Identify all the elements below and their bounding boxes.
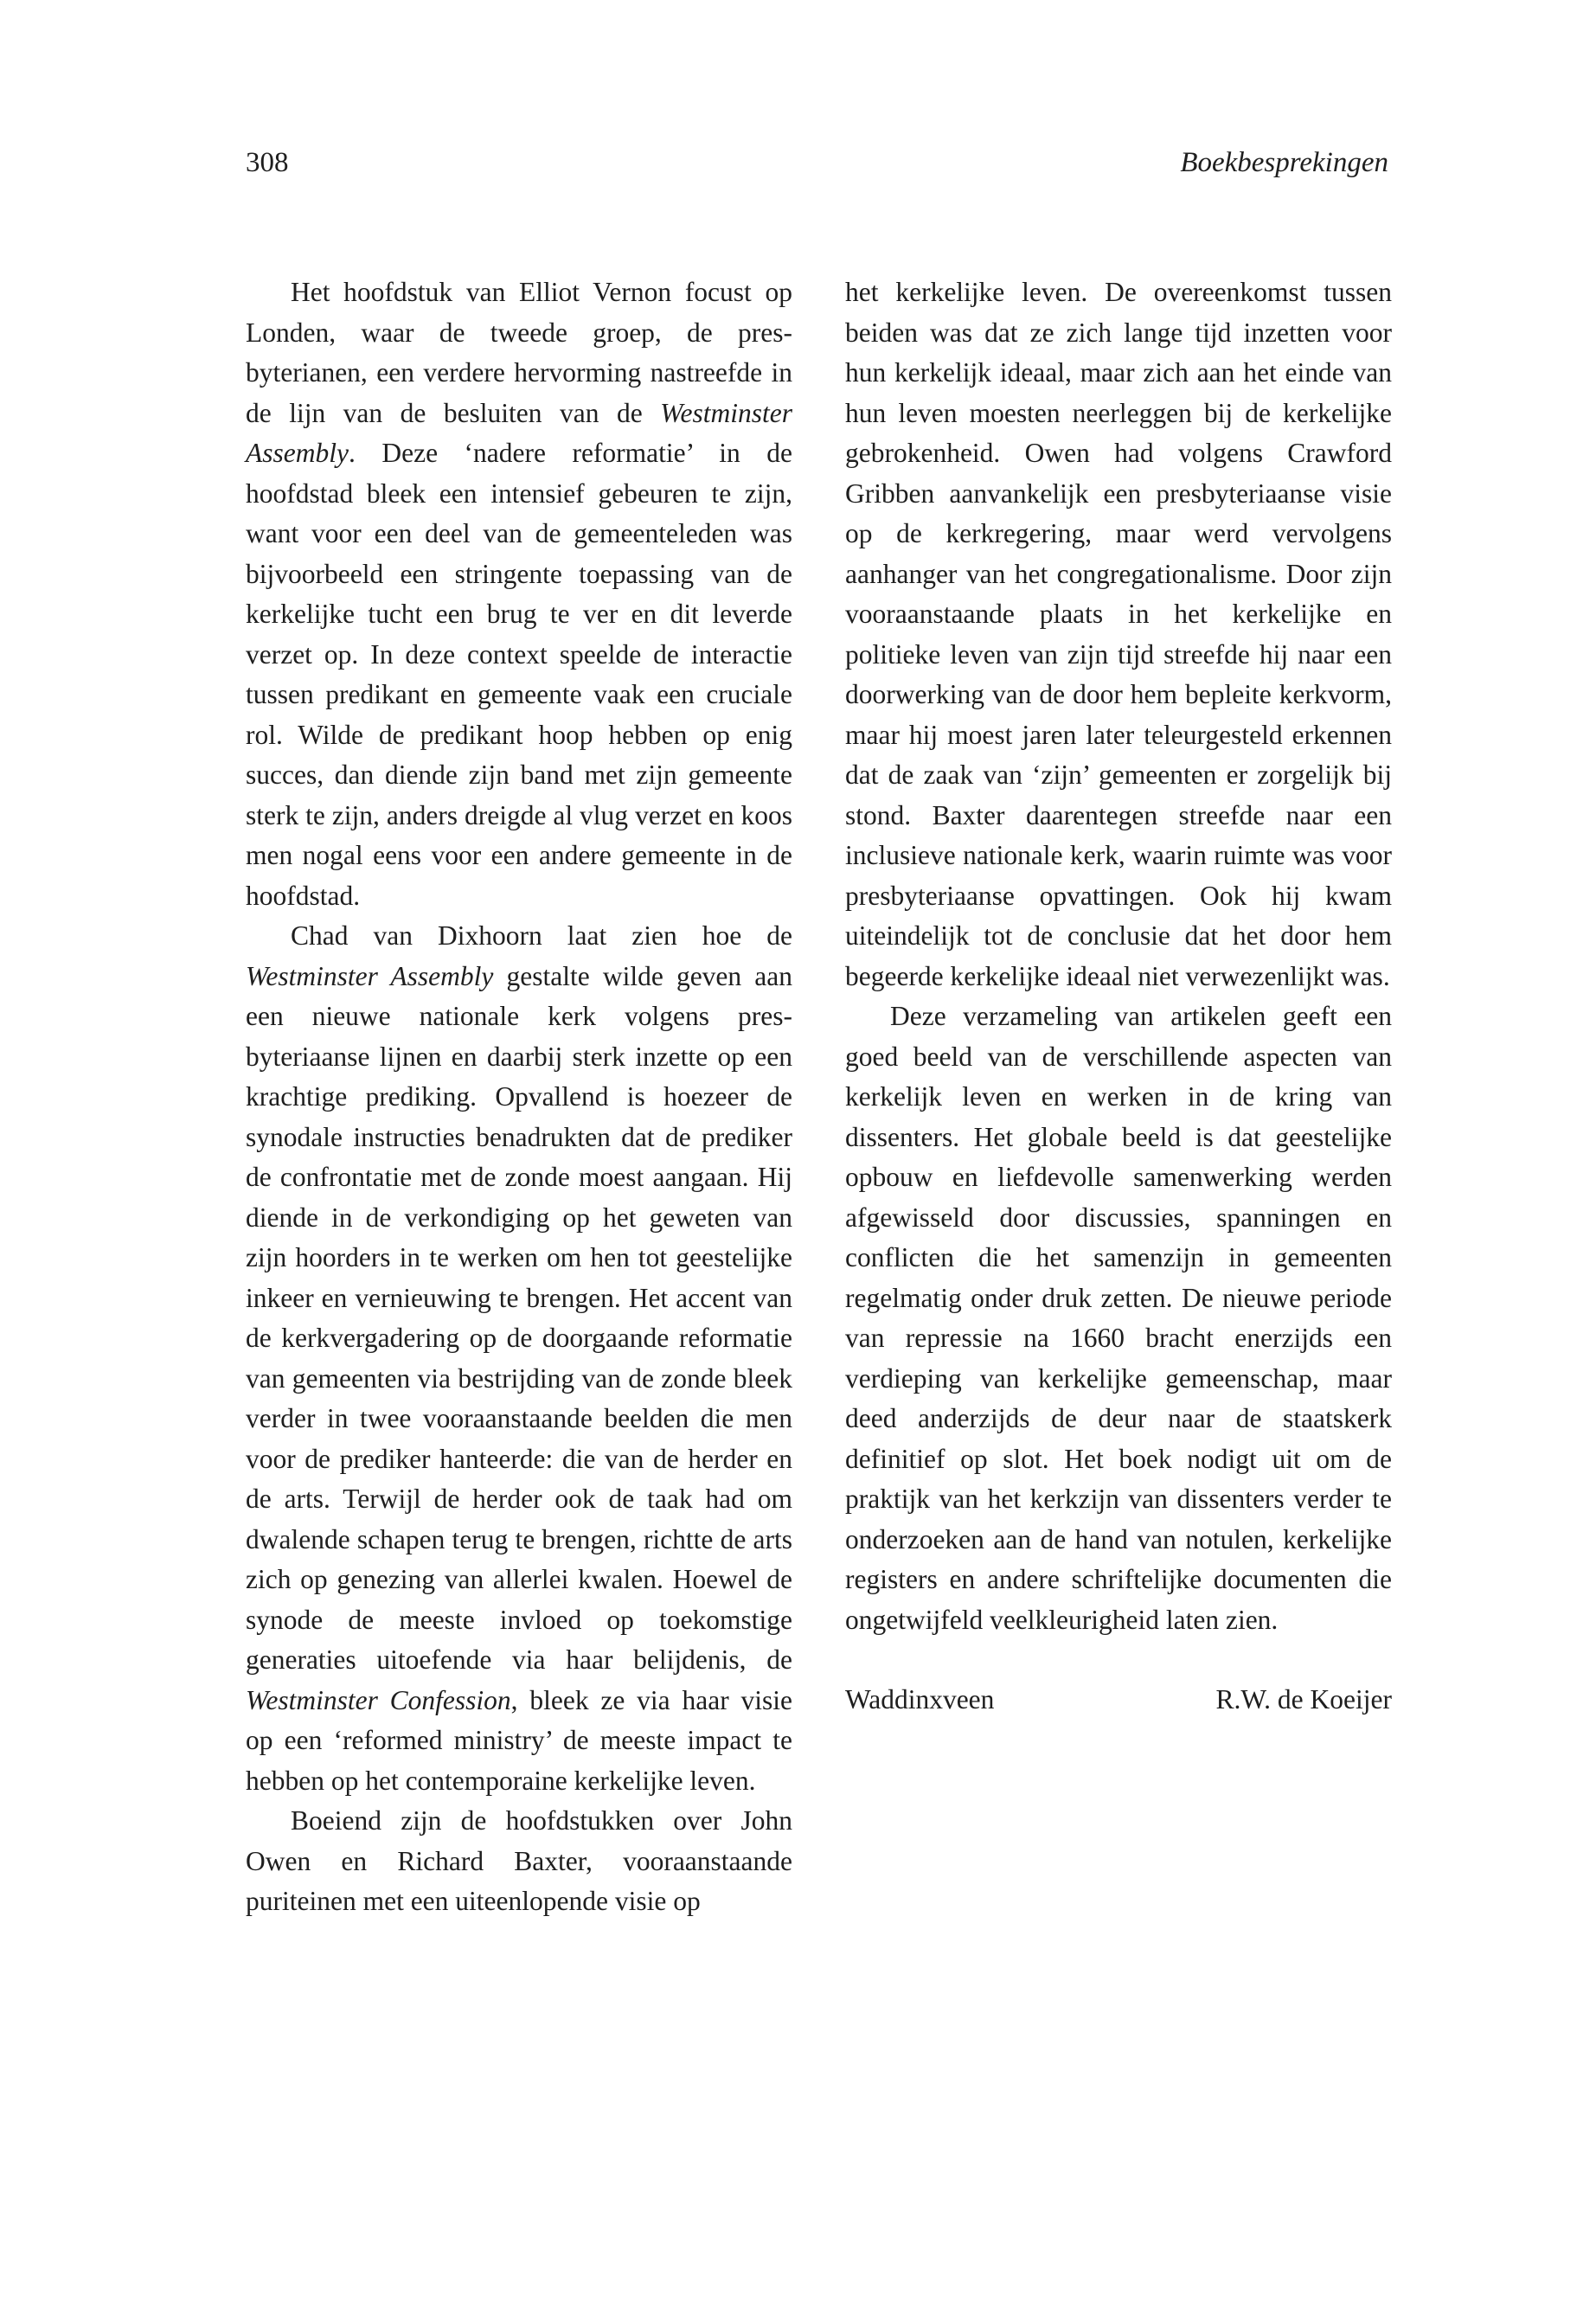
text-run: , bleek ze via haar visie op een ‘reformed ministry’ de meeste impact te hebben op het contemporaine kerkelijke leven. (246, 1684, 792, 1796)
text-run: Het hoofdstuk van Elliot Vernon focust op Londen, waar de tweede groep, de presbyterianen, een verdere hervorming nastreefde in de lijn van de besluiten van de (246, 277, 792, 428)
paragraph-conclusion: Deze verzameling van artikelen geeft een goed beeld van de verschillende aspecten van kerkelijk leven en werken in de kring van dissenters. Het globale beeld is dat geestelijke opbouw en liefdevolle samenwerking werden afgewisseld door discussies, spanningen en conflicten die het samenzijn in gemeenten regelmatig onder druk zetten. De nieuwe periode van repressie na 1660 bracht enerzijds een verdieping van kerkelijke gemeenschap, maar deed anderzijds de deur naar de staatskerk definitief op slot. Het boek nodigt uit om de praktijk van het kerkzijn van dissenters verder te onderzoeken aan de hand van notulen, kerkelijke registers en andere schriftelijke documenten die ongetwijfeld veelkleurigheid laten zien. (845, 1001, 1392, 1635)
running-head: Boekbesprekingen (1180, 147, 1388, 178)
signature-author: R.W. de Koeijer (1215, 1684, 1392, 1715)
italic-title: Westminster Confession (246, 1684, 511, 1715)
italic-title: Westminster Assembly (246, 960, 494, 991)
paragraph-dixhoorn (246, 916, 792, 1801)
text-run: gestalte wilde geven aan een nieuwe nationale kerk volgens presbyteriaanse lijnen en daarbij sterk inzette op een krachtige prediking. Opvallend is hoezeer de synodale instructies benadrukten dat de prediker de confrontatie met de zonde moest aangaan. Hij diende in de verkondiging op het geweten van zijn hoorders in te werken om hen tot geestelijke inkeer en vernieuwing te brengen. Het accent van de kerkvergadering op de doorgaande reformatie van gemeenten via bestrijding van de zonde bleek verder in twee vooraanstaande beelden die men voor de prediker hanteerde: die van de herder en de arts. Terwijl de herder ook de taak had om dwalende schapen terug te brengen, richtte de arts zich op genezing van allerlei kwalen. Hoewel de synode de meeste invloed op toekomstige generaties uitoefende via haar belijdenis, de (246, 960, 792, 1675)
italic-title: Westminster Assembly (246, 397, 792, 468)
paragraph-continuation: het kerkelijke leven. De overeenkomst tussen beiden was dat ze zich lange tijd inzetten voor hun kerkelijk ideaal, maar zich aan het einde van hun leven moesten neerleggen bij de kerkelijke gebrokenheid. Owen had volgens Crawford Gribben aanvankelijk een presbyteriaanse visie op de kerkregering, maar werd vervolgens aanhanger van het congregationalisme. Door zijn vooraanstaande plaats in het kerkelijke en politieke leven van zijn tijd streefde hij naar een doorwerking van de door hem bepleite kerkvorm, maar hij moest jaren later teleurgesteld erkennen dat de zaak van ‘zijn’ gemeenten er zorgelijk bij stond. Baxter daarentegen streefde naar een inclusieve nationale kerk, waarin ruimte was voor presbyteriaanse opvattingen. Ook hij kwam uiteindelijk tot de conclusie dat het door hem begeerde kerkelijke ideaal niet verwezenlijkt was. (845, 277, 1392, 991)
text-run: Chad van Dixhoorn laat zien hoe de (291, 920, 792, 951)
right-column (845, 272, 1392, 1721)
left-column (246, 272, 792, 1922)
text-run: . Deze ‘nadere reformatie’ in de hoofdstad bleek een intensief gebeuren te zijn, want voor een deel van de gemeenteleden was bijvoorbeeld een stringente toepassing van de kerkelijke tucht een brug te ver en dit leverde verzet op. In deze context speelde de interactie tussen predikant en gemeente vaak een cruciale rol. Wilde de predikant hoop hebben op enig succes, dan diende zijn band met zijn gemeente sterk te zijn, anders dreigde al vlug verzet en koos men nogal eens voor een andere gemeente in de hoofdstad. (246, 438, 792, 911)
paragraph-owen-baxter: Boeiend zijn de hoofdstukken over John Owen en Richard Baxter, vooraanstaande puriteinen met een uiteenlopende visie op (246, 1805, 792, 1916)
page-number: 308 (246, 147, 289, 178)
signature (845, 1680, 1392, 1721)
paragraph-vernon (246, 272, 792, 916)
signature-place: Waddinxveen (845, 1684, 995, 1715)
